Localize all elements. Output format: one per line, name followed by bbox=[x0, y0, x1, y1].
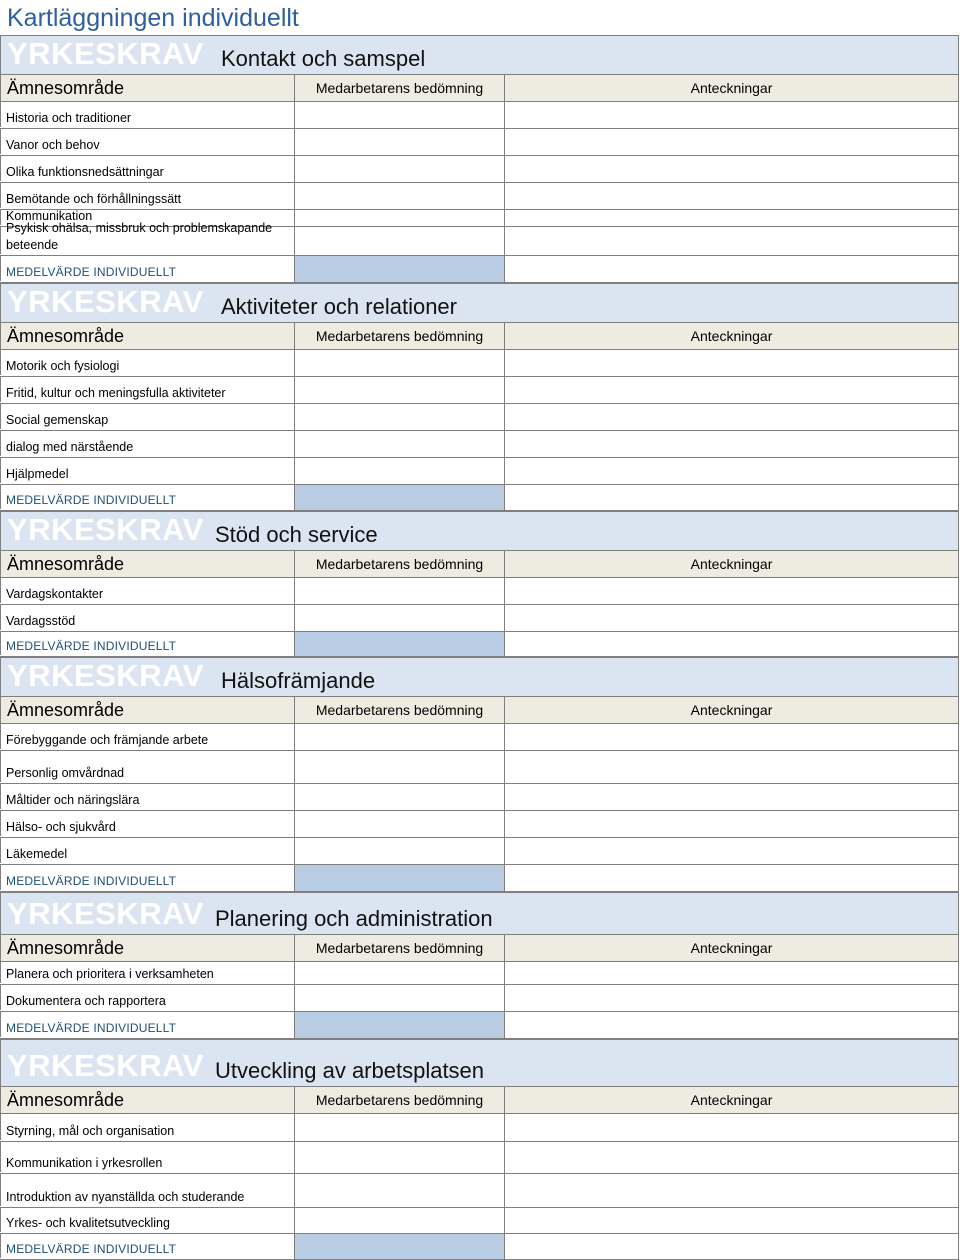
notes-cell[interactable] bbox=[504, 156, 959, 182]
column-header-assessment: Medarbetarens bedömning bbox=[294, 75, 504, 101]
column-header-notes: Anteckningar bbox=[504, 75, 959, 101]
section-title: Hälsofrämjande bbox=[221, 668, 376, 693]
topic-label: Olika funktionsnedsättningar bbox=[0, 156, 290, 181]
section-title: Stöd och service bbox=[215, 522, 378, 547]
topic-label: Bemötande och förhållningssätt bbox=[0, 183, 290, 208]
average-label: MEDELVÄRDE INDIVIDUELLT bbox=[0, 1012, 290, 1037]
table-row bbox=[0, 1208, 959, 1234]
notes-cell[interactable] bbox=[504, 210, 959, 226]
notes-cell[interactable] bbox=[504, 578, 959, 604]
assessment-cell[interactable] bbox=[294, 578, 504, 604]
table-row bbox=[0, 605, 959, 632]
notes-cell[interactable] bbox=[504, 1208, 959, 1233]
table-row bbox=[0, 102, 959, 129]
average-notes-cell bbox=[504, 1234, 959, 1259]
column-header-area: Ämnesområde bbox=[0, 323, 294, 349]
topic-label: Fritid, kultur och meningsfulla aktiviteter bbox=[0, 377, 290, 402]
table-row bbox=[0, 458, 959, 485]
assessment-cell[interactable] bbox=[294, 404, 504, 430]
section-title: Utveckling av arbetsplatsen bbox=[215, 1058, 485, 1083]
column-header-area: Ämnesområde bbox=[0, 1087, 294, 1113]
table-row bbox=[0, 784, 959, 811]
section-header-band bbox=[0, 35, 959, 75]
topic-label: Social gemenskap bbox=[0, 404, 290, 429]
section-title: Aktiviteter och relationer bbox=[221, 294, 457, 319]
section-title: Planering och administration bbox=[215, 906, 493, 931]
column-header-area: Ämnesområde bbox=[0, 551, 294, 577]
notes-cell[interactable] bbox=[504, 985, 959, 1011]
topic-label: Planera och prioritera i verksamheten bbox=[0, 962, 290, 983]
average-label: MEDELVÄRDE INDIVIDUELLT bbox=[0, 865, 290, 890]
table-row bbox=[0, 985, 959, 1012]
column-header-assessment: Medarbetarens bedömning bbox=[294, 1087, 504, 1113]
section-5 bbox=[0, 892, 959, 1039]
column-header-notes: Anteckningar bbox=[504, 1087, 959, 1113]
column-header-area: Ämnesområde bbox=[0, 935, 294, 961]
average-label: MEDELVÄRDE INDIVIDUELLT bbox=[0, 485, 290, 509]
table-row bbox=[0, 578, 959, 605]
column-header-notes: Anteckningar bbox=[504, 551, 959, 577]
notes-cell[interactable] bbox=[504, 1174, 959, 1207]
table-row bbox=[0, 962, 959, 985]
topic-label: Hälso- och sjukvård bbox=[0, 811, 290, 836]
section-header-band bbox=[0, 1039, 959, 1087]
column-header-notes: Anteckningar bbox=[504, 323, 959, 349]
yrkeskrav-label: YRKESKRAV bbox=[7, 284, 204, 319]
column-header-row bbox=[0, 697, 959, 724]
average-notes-cell bbox=[504, 256, 959, 282]
average-row bbox=[0, 632, 959, 657]
topic-label: Vanor och behov bbox=[0, 129, 290, 154]
assessment-cell[interactable] bbox=[294, 156, 504, 182]
section-3 bbox=[0, 511, 959, 657]
table-row bbox=[0, 404, 959, 431]
average-value-cell[interactable] bbox=[294, 865, 504, 891]
notes-cell[interactable] bbox=[504, 431, 959, 457]
topic-label: Kommunikation i yrkesrollen bbox=[0, 1142, 290, 1172]
average-label: MEDELVÄRDE INDIVIDUELLT bbox=[0, 256, 290, 281]
notes-cell[interactable] bbox=[504, 183, 959, 209]
average-label: MEDELVÄRDE INDIVIDUELLT bbox=[0, 1234, 290, 1258]
column-header-row bbox=[0, 551, 959, 578]
column-header-assessment: Medarbetarens bedömning bbox=[294, 697, 504, 723]
section-2 bbox=[0, 283, 959, 511]
table-row bbox=[0, 838, 959, 865]
assessment-cell[interactable] bbox=[294, 784, 504, 810]
assessment-cell[interactable] bbox=[294, 1142, 504, 1173]
column-header-assessment: Medarbetarens bedömning bbox=[294, 551, 504, 577]
section-header-band bbox=[0, 657, 959, 697]
assessment-cell[interactable] bbox=[294, 811, 504, 837]
yrkeskrav-label: YRKESKRAV bbox=[7, 658, 204, 693]
notes-cell[interactable] bbox=[504, 751, 959, 783]
topic-label: Vardagskontakter bbox=[0, 578, 290, 603]
column-header-row bbox=[0, 75, 959, 102]
notes-cell[interactable] bbox=[504, 811, 959, 837]
section-header-band bbox=[0, 892, 959, 935]
column-header-notes: Anteckningar bbox=[504, 697, 959, 723]
column-header-area: Ämnesområde bbox=[0, 75, 294, 101]
notes-cell[interactable] bbox=[504, 102, 959, 128]
yrkeskrav-label: YRKESKRAV bbox=[7, 512, 204, 547]
average-value-cell[interactable] bbox=[294, 256, 504, 282]
notes-cell[interactable] bbox=[504, 404, 959, 430]
assessment-cell[interactable] bbox=[294, 1114, 504, 1141]
table-row bbox=[0, 183, 959, 210]
average-value-cell[interactable] bbox=[294, 632, 504, 656]
assessment-cell[interactable] bbox=[294, 350, 504, 376]
topic-label: Styrning, mål och organisation bbox=[0, 1114, 290, 1140]
assessment-cell[interactable] bbox=[294, 985, 504, 1011]
topic-label: Måltider och näringslära bbox=[0, 784, 290, 809]
table-row bbox=[0, 811, 959, 838]
table-row bbox=[0, 377, 959, 404]
table-row bbox=[0, 156, 959, 183]
table-row bbox=[0, 431, 959, 458]
table-row bbox=[0, 1142, 959, 1174]
section-title: Kontakt och samspel bbox=[221, 46, 426, 71]
yrkeskrav-label: YRKESKRAV bbox=[7, 1048, 204, 1083]
topic-label: Vardagsstöd bbox=[0, 605, 290, 630]
topic-label: Hjälpmedel bbox=[0, 458, 290, 483]
table-row bbox=[0, 751, 959, 784]
assessment-cell[interactable] bbox=[294, 962, 504, 984]
notes-cell[interactable] bbox=[504, 377, 959, 403]
assessment-cell[interactable] bbox=[294, 183, 504, 209]
table-row bbox=[0, 1174, 959, 1208]
section-header-band bbox=[0, 511, 959, 551]
average-row bbox=[0, 1234, 959, 1260]
assessment-cell[interactable] bbox=[294, 838, 504, 864]
section-6 bbox=[0, 1039, 959, 1260]
assessment-sheet bbox=[0, 35, 959, 1260]
assessment-cell[interactable] bbox=[294, 751, 504, 783]
assessment-cell[interactable] bbox=[294, 377, 504, 403]
assessment-cell[interactable] bbox=[294, 210, 504, 226]
average-value-cell[interactable] bbox=[294, 1234, 504, 1259]
average-value-cell[interactable] bbox=[294, 1012, 504, 1038]
average-row bbox=[0, 485, 959, 511]
assessment-cell[interactable] bbox=[294, 458, 504, 484]
topic-label: Kommunikation bbox=[0, 210, 290, 225]
assessment-cell[interactable] bbox=[294, 605, 504, 631]
table-row bbox=[0, 1114, 959, 1142]
notes-cell[interactable] bbox=[504, 350, 959, 376]
topic-label: Yrkes- och kvalitetsutveckling bbox=[0, 1208, 290, 1232]
average-notes-cell bbox=[504, 865, 959, 891]
section-1 bbox=[0, 35, 959, 283]
table-row bbox=[0, 350, 959, 377]
document-title: Kartläggningen individuellt bbox=[7, 4, 299, 32]
average-notes-cell bbox=[504, 485, 959, 510]
yrkeskrav-label: YRKESKRAV bbox=[7, 896, 204, 931]
table-row bbox=[0, 129, 959, 156]
assessment-cell[interactable] bbox=[294, 129, 504, 155]
assessment-cell[interactable] bbox=[294, 227, 504, 255]
topic-label: Motorik och fysiologi bbox=[0, 350, 290, 375]
average-row bbox=[0, 1012, 959, 1039]
topic-label: Personlig omvårdnad bbox=[0, 751, 290, 782]
column-header-row bbox=[0, 323, 959, 350]
assessment-cell[interactable] bbox=[294, 102, 504, 128]
notes-cell[interactable] bbox=[504, 129, 959, 155]
table-row bbox=[0, 724, 959, 751]
column-header-assessment: Medarbetarens bedömning bbox=[294, 323, 504, 349]
assessment-cell[interactable] bbox=[294, 1208, 504, 1233]
topic-label: Introduktion av nyanställda och studerande bbox=[0, 1174, 290, 1206]
yrkeskrav-label: YRKESKRAV bbox=[7, 36, 204, 71]
average-notes-cell bbox=[504, 1012, 959, 1038]
topic-label: dialog med närstående bbox=[0, 431, 290, 456]
table-row bbox=[0, 221, 959, 256]
notes-cell[interactable] bbox=[504, 458, 959, 484]
assessment-cell[interactable] bbox=[294, 724, 504, 750]
average-label: MEDELVÄRDE INDIVIDUELLT bbox=[0, 632, 290, 655]
notes-cell[interactable] bbox=[504, 605, 959, 631]
column-header-area: Ämnesområde bbox=[0, 697, 294, 723]
notes-cell[interactable] bbox=[504, 724, 959, 750]
notes-cell[interactable] bbox=[504, 1142, 959, 1173]
topic-label: Förebyggande och främjande arbete bbox=[0, 724, 290, 749]
column-header-row bbox=[0, 1087, 959, 1114]
assessment-cell[interactable] bbox=[294, 431, 504, 457]
notes-cell[interactable] bbox=[504, 838, 959, 864]
topic-label: Dokumentera och rapportera bbox=[0, 985, 290, 1010]
topic-label: Historia och traditioner bbox=[0, 102, 290, 127]
average-value-cell[interactable] bbox=[294, 485, 504, 510]
average-row bbox=[0, 865, 959, 892]
section-4 bbox=[0, 657, 959, 892]
average-row bbox=[0, 256, 959, 283]
column-header-row bbox=[0, 935, 959, 962]
average-notes-cell bbox=[504, 632, 959, 656]
topic-label: Psykisk ohälsa, missbruk och problemskapande beteende bbox=[0, 227, 290, 254]
column-header-assessment: Medarbetarens bedömning bbox=[294, 935, 504, 961]
notes-cell[interactable] bbox=[504, 227, 959, 255]
notes-cell[interactable] bbox=[504, 1114, 959, 1141]
topic-label: Läkemedel bbox=[0, 838, 290, 863]
assessment-cell[interactable] bbox=[294, 1174, 504, 1207]
section-header-band bbox=[0, 283, 959, 323]
notes-cell[interactable] bbox=[504, 962, 959, 984]
notes-cell[interactable] bbox=[504, 784, 959, 810]
column-header-notes: Anteckningar bbox=[504, 935, 959, 961]
